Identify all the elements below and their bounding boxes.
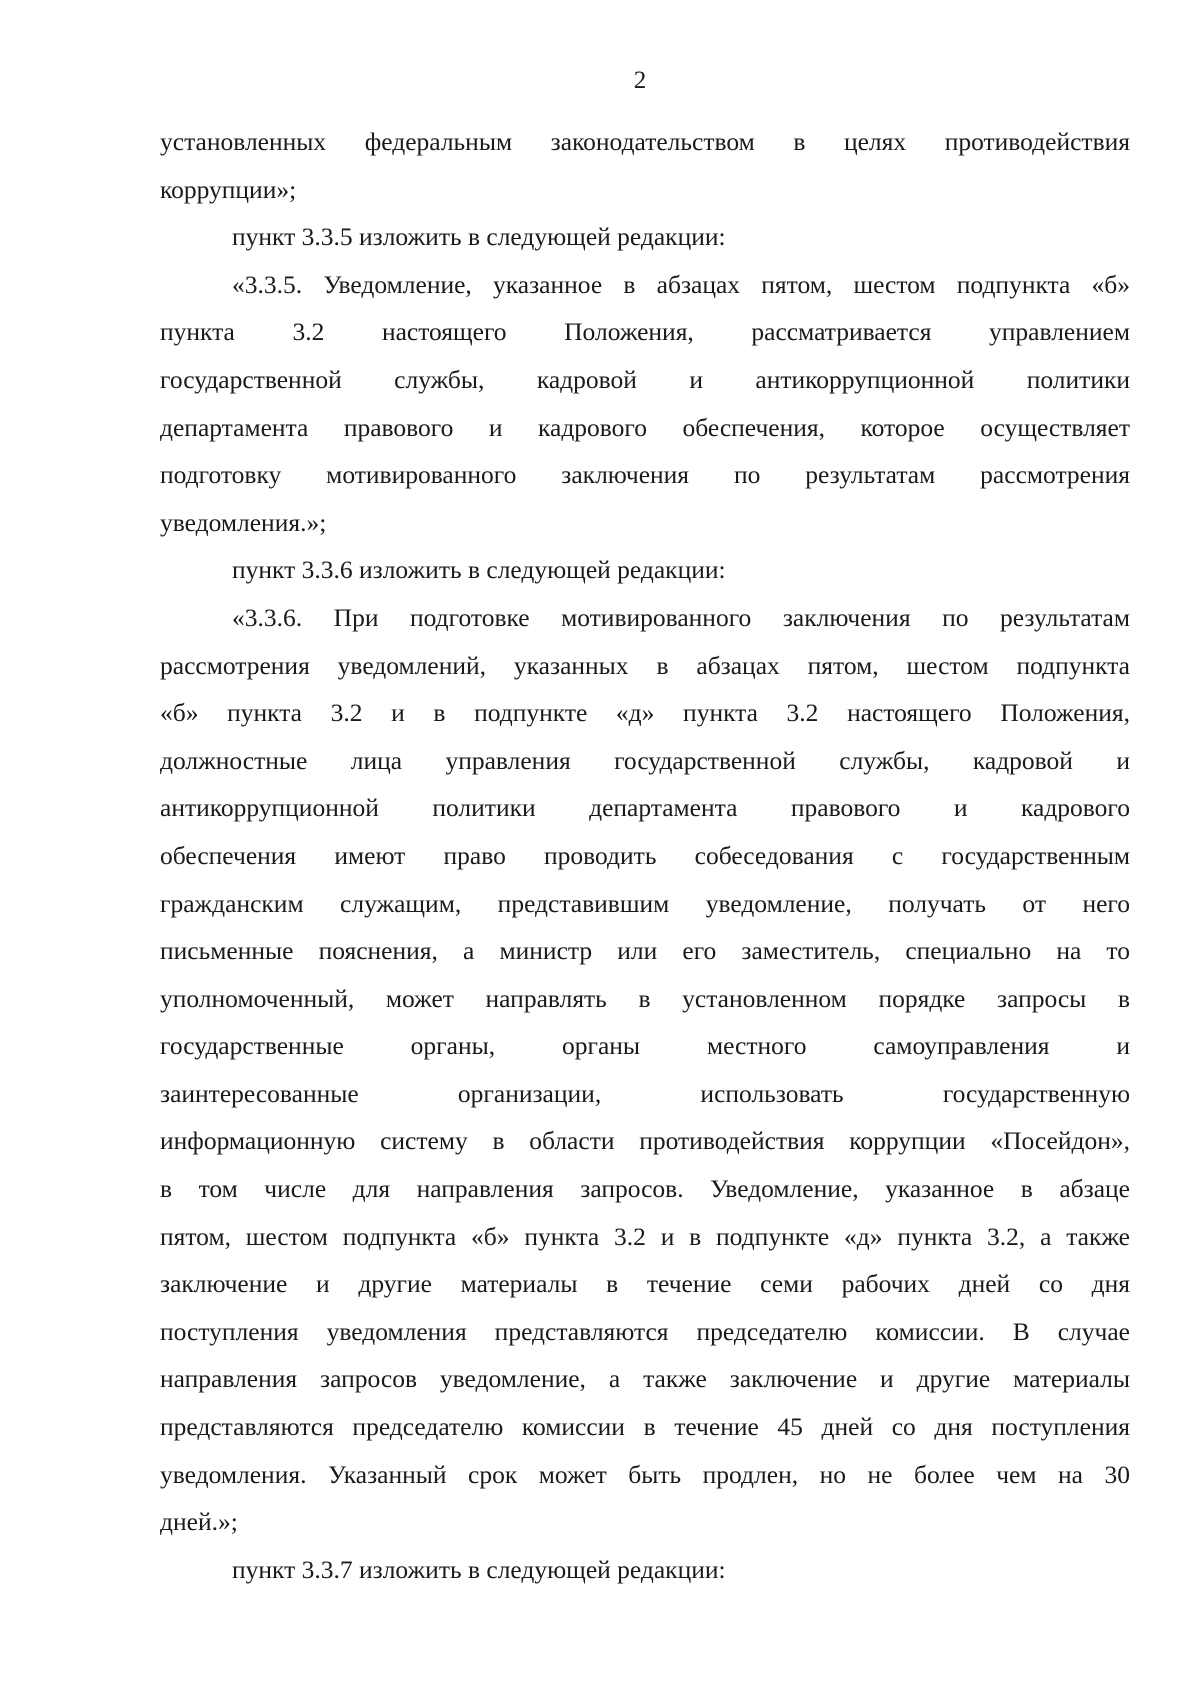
text-line: представляются председателю комиссии в течение 45 дней со дня поступления xyxy=(160,1412,1130,1442)
text-line: «б» пункта 3.2 и в подпункте «д» пункта 3.2 настоящего Положения, xyxy=(160,698,1130,728)
text-line: поступления уведомления представляются председателю комиссии. В случае xyxy=(160,1316,1130,1346)
text-line: пункт 3.3.6 изложить в следующей редакции: xyxy=(232,555,726,585)
text-line: уполномоченный, может направлять в установленном порядке запросы в xyxy=(160,983,1130,1013)
text-line: обеспечения имеют право проводить собеседования с государственным xyxy=(160,840,1130,870)
text-line: рассмотрения уведомлений, указанных в абзацах пятом, шестом подпункта xyxy=(160,650,1130,680)
text-line: департамента правового и кадрового обеспечения, которое осуществляет xyxy=(160,412,1130,442)
text-line: пункт 3.3.5 изложить в следующей редакции: xyxy=(232,222,726,252)
text-line: «3.3.6. При подготовке мотивированного заключения по результатам xyxy=(232,602,1130,632)
text-line: уведомления.»; xyxy=(160,507,327,537)
text-line: пункта 3.2 настоящего Положения, рассматривается управлением xyxy=(160,317,1130,347)
text-line: информационную систему в области противодействия коррупции «Посейдон», xyxy=(160,1126,1130,1156)
text-line: заключение и другие материалы в течение семи рабочих дней со дня xyxy=(160,1269,1130,1299)
text-line: гражданским служащим, представившим уведомление, получать от него xyxy=(160,888,1130,918)
text-line: должностные лица управления государственной службы, кадровой и xyxy=(160,745,1130,775)
text-line: письменные пояснения, а министр или его заместитель, специально на то xyxy=(160,936,1130,966)
text-line: государственной службы, кадровой и антикоррупционной политики xyxy=(160,364,1130,394)
text-line: антикоррупционной политики департамента правового и кадрового xyxy=(160,793,1130,823)
text-line: государственные органы, органы местного самоуправления и xyxy=(160,1031,1130,1061)
text-line: направления запросов уведомление, а также заключение и другие материалы xyxy=(160,1364,1130,1394)
page-number: 2 xyxy=(633,67,647,94)
document-body xyxy=(160,118,1130,1593)
text-line: пятом, шестом подпункта «б» пункта 3.2 и в подпункте «д» пункта 3.2, а также xyxy=(160,1221,1130,1251)
text-line: пункт 3.3.7 изложить в следующей редакции: xyxy=(232,1554,726,1584)
text-line: «3.3.5. Уведомление, указанное в абзацах пятом, шестом подпункта «б» xyxy=(232,269,1130,299)
text-line: в том числе для направления запросов. Уведомление, указанное в абзаце xyxy=(160,1174,1130,1204)
text-line: установленных федеральным законодательством в целях противодействия xyxy=(160,127,1130,156)
text-line: заинтересованные организации, использовать государственную xyxy=(160,1078,1130,1108)
text-line: уведомления. Указанный срок может быть продлен, но не более чем на 30 xyxy=(160,1459,1130,1489)
text-line: коррупции»; xyxy=(160,174,297,204)
text-line: дней.»; xyxy=(160,1507,238,1537)
text-line: подготовку мотивированного заключения по результатам рассмотрения xyxy=(160,460,1130,490)
